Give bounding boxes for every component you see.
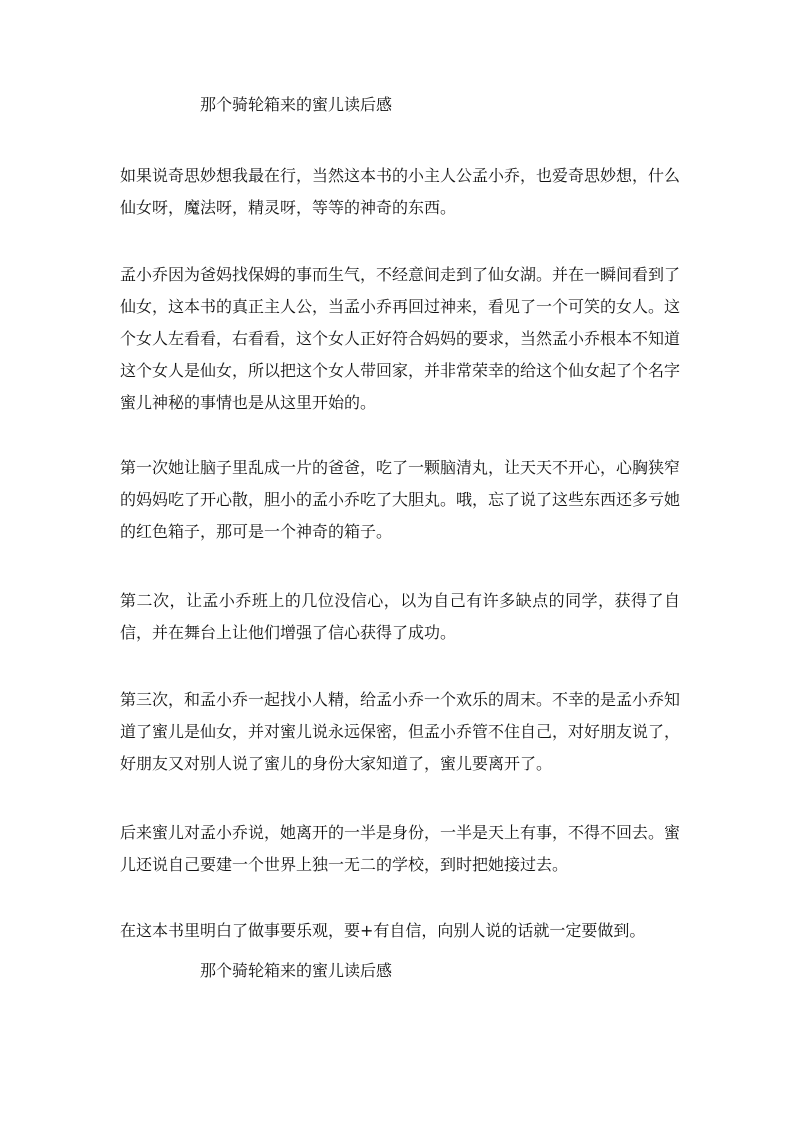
- footer-title: 那个骑轮箱来的蜜儿读后感: [200, 961, 393, 980]
- paragraph-5: 第三次，和孟小乔一起找小人精，给孟小乔一个欢乐的周末。不幸的是孟小乔知道了蜜儿是仙女，并对蜜儿说永远保密，但孟小乔管不住自己，对好朋友说了，好朋友又对别人说了蜜儿的身份大家知道了，蜜儿要离开了。: [120, 690, 681, 773]
- paragraph-1: 如果说奇思妙想我最在行，当然这本书的小主人公孟小乔，也爱奇思妙想，什么仙女呀，魔法呀，精灵呀，等等的神奇的东西。: [120, 166, 681, 217]
- paragraph-2: 孟小乔因为爸妈找保姆的事而生气，不经意间走到了仙女湖。并在一瞬间看到了仙女，这本书的真正主人公，当孟小乔再回过神来，看见了一个可笑的女人。这个女人左看看，右看看，这个女人正好符合妈妈的要求，当然孟小乔根本不知道这个女人是仙女，所以把这个女人带回家，并非常荣幸的给这个仙女起了个名字蜜儿神秘的事情也是从这里开始的。: [120, 265, 681, 412]
- document-title: 那个骑轮箱来的蜜儿读后感: [200, 95, 393, 114]
- paragraph-7: 在这本书里明白了做事要乐观，要+有自信，向别人说的话就一定要做到。: [120, 921, 646, 940]
- paragraph-4: 第二次，让孟小乔班上的几位没信心，以为自己有许多缺点的同学，获得了自信，并在舞台上让他们增强了信心获得了成功。: [120, 591, 680, 642]
- paragraph-6: 后来蜜儿对孟小乔说，她离开的一半是身份，一半是天上有事，不得不回去。蜜儿还说自己要建一个世界上独一无二的学校，到时把她接过去。: [120, 823, 681, 874]
- paragraph-3: 第一次她让脑子里乱成一片的爸爸，吃了一颗脑清丸，让天天不开心，心胸狭窄的妈妈吃了开心散，胆小的孟小乔吃了大胆丸。哦，忘了说了这些东西还多亏她的红色箱子，那可是一个神奇的箱子。: [120, 458, 681, 541]
